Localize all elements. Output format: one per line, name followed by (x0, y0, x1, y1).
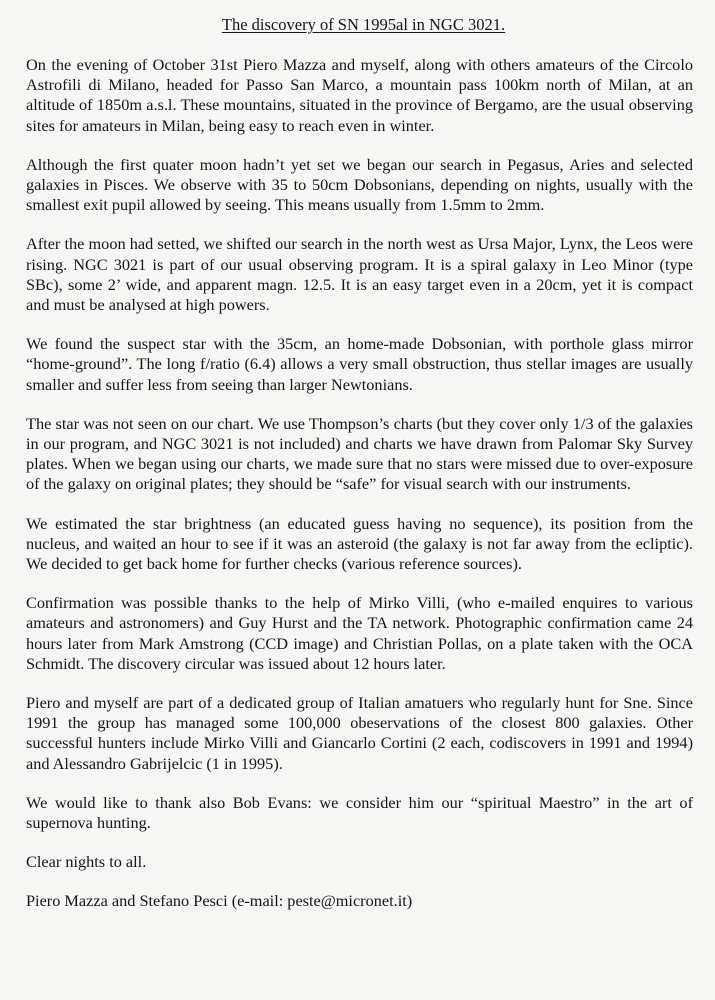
paragraph-search-start: Although the first quater moon hadn’t yet set we began our search in Pegasus, Aries and selected galaxies in Pisces. We observe with 35 to 50cm Dobsonians, depending on nights, usually with the smallest exit pupil allowed by seeing. This means usually from 1.5mm to 2mm. (26, 154, 693, 215)
closing-line: Clear nights to all. (26, 852, 147, 872)
paragraph-thanks: We would like to thank also Bob Evans: we consider him our “spiritual Maestro” in the art of supernova hunting. (26, 792, 693, 833)
paragraph-confirmation: Confirmation was possible thanks to the help of Mirko Villi, (who e-mailed enquires to various amateurs and astronomers) and Guy Hurst and the TA network. Photographic confirmation came 24 hours later from Mark Amstrong (CCD image) and Christian Pollas, on a plate taken with the OCA Schmidt. The discovery circular was issued about 12 hours later. (26, 593, 693, 673)
document-title: The discovery of SN 1995al in NGC 3021. (221, 15, 506, 34)
paragraph-charts: The star was not seen on our chart. We use Thompson’s charts (but they cover only 1/3 of the galaxies in our program, and NGC 3021 is not included) and charts we have drawn from Palomar Sky Survey plates. When we began using our charts, we made sure that no stars were missed due to over-exposure of the galaxy on original plates; they should be “safe” for visual search with our instruments. (26, 413, 693, 494)
paragraph-evening-trip: On the evening of October 31st Piero Mazza and myself, along with others amateurs of the Circolo Astrofili di Milano, headed for Passo San Marco, a mountain pass 100km north of Milan, at an altitude of 1850m a.s.l. These mountains, situated in the province of Bergamo, are the usual observing sites for amateurs in Milan, being easy to reach even in winter. (26, 55, 693, 135)
paragraph-group: Piero and myself are part of a dedicated group of Italian amatuers who regularly hunt for Sne. Since 1991 the group has managed some 100,000 obeservations of the closest 800 galaxies. Other successful hunters include Mirko Villi and Giancarlo Cortini (2 each, codiscovers in 1991 and 1994) and Alessandro Gabrijelcic (1 in 1995). (26, 693, 693, 773)
paragraph-suspect-star: We found the suspect star with the 35cm, an home-made Dobsonian, with porthole glass mirror “home-ground”. The long f/ratio (6.4) allows a very small obstruction, thus stellar images are usually smaller and suffer less from seeing than larger Newtonians. (26, 334, 693, 394)
signature-line: Piero Mazza and Stefano Pesci (e-mail: peste@micronet.it) (26, 890, 413, 910)
paragraph-ngc3021: After the moon had setted, we shifted our search in the north west as Ursa Major, Lynx, the Leos were rising. NGC 3021 is part of our usual observing program. It is a spiral galaxy in Leo Minor (type SBc), some 2’ wide, and apparent magn. 12.5. It is an easy target even in a 20cm, yet it is compact and must be analysed at high powers. (26, 234, 693, 315)
paragraph-estimation: We estimated the star brightness (an educated guess having no sequence), its position from the nucleus, and waited an hour to see if it was an asteroid (the galaxy is not far away from the ecliptic). We decided to get back home for further checks (various reference sources). (26, 513, 693, 574)
